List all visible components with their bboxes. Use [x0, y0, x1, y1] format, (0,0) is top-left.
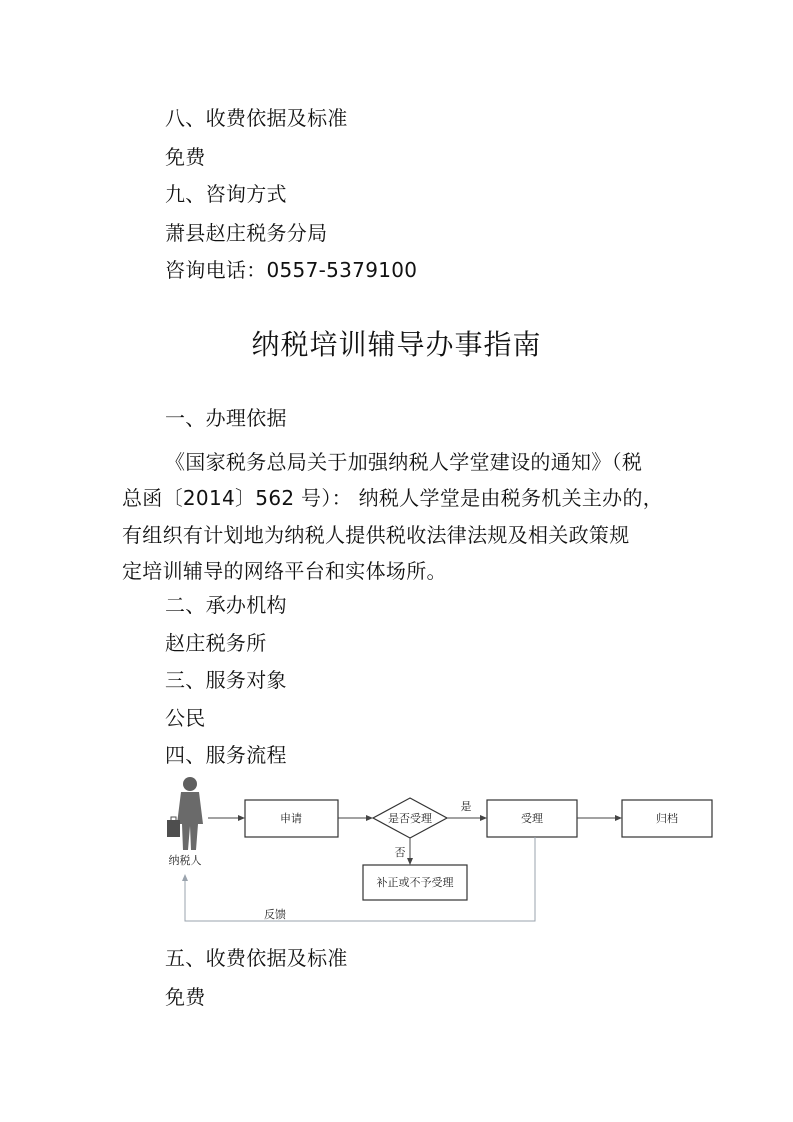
- heading-consult-9: 九、咨询方式: [165, 182, 287, 206]
- accept-label: 受理: [521, 812, 543, 825]
- service-flowchart: [0, 770, 793, 940]
- section5-value: 免费: [165, 985, 206, 1009]
- arrow-head: [407, 858, 413, 865]
- section3-value: 公民: [165, 706, 206, 730]
- section1-heading: 一、办理依据: [165, 406, 287, 430]
- section5-heading: 五、收费依据及标准: [165, 946, 348, 970]
- section2-value: 赵庄税务所: [165, 631, 267, 655]
- section2-heading: 二、承办机构: [165, 593, 287, 617]
- fee-value-8: 免费: [165, 145, 206, 169]
- apply-label: 申请: [280, 812, 302, 825]
- feedback-connector: [185, 837, 535, 921]
- no-label: 否: [394, 846, 406, 859]
- heading-fee-basis-8: 八、收费依据及标准: [165, 106, 348, 130]
- arrow-head: [238, 815, 245, 821]
- section3-heading: 三、服务对象: [165, 668, 287, 692]
- consult-phone: 咨询电话：0557-5379100: [165, 258, 418, 282]
- section1-line: 定培训辅导的网络平台和实体场所。: [122, 559, 447, 583]
- taxpayer-person-icon: [167, 777, 203, 850]
- reject-label: 补正或不予受理: [376, 876, 454, 889]
- decision-label: 是否受理: [388, 812, 432, 825]
- section4-heading: 四、服务流程: [165, 743, 287, 767]
- page-title: 纳税培训辅导办事指南: [251, 328, 542, 361]
- section1-line: 《国家税务总局关于加强纳税人学堂建设的通知》（税: [165, 450, 643, 474]
- taxpayer-label: 纳税人: [168, 854, 202, 867]
- feedback-label: 反馈: [264, 908, 286, 921]
- consult-office: 萧县赵庄税务分局: [165, 221, 328, 245]
- arrow-head: [480, 815, 487, 821]
- section1-line: 总函〔2014〕562 号）： 纳税人学堂是由税务机关主办的，: [122, 486, 664, 510]
- arrow-head: [615, 815, 622, 821]
- section1-line: 有组织有计划地为纳税人提供税收法律法规及相关政策规: [122, 523, 630, 547]
- yes-label: 是: [460, 800, 472, 813]
- archive-label: 归档: [656, 812, 678, 825]
- arrow-head: [182, 874, 188, 881]
